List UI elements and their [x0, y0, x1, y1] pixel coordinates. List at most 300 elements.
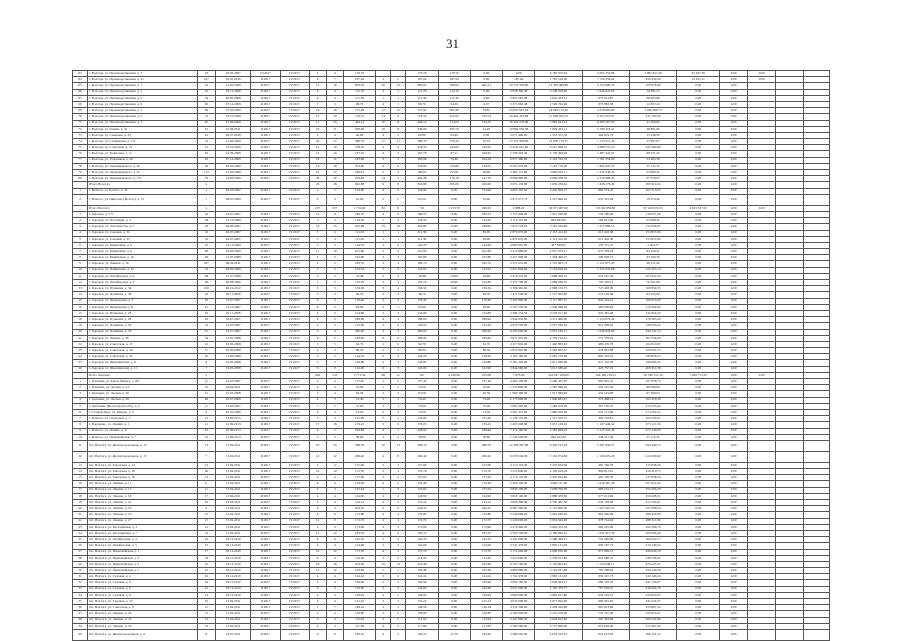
table-cell: 13.04.2011	[215, 617, 250, 623]
table-cell: 0,00	[470, 95, 502, 101]
table-cell: 153,93	[343, 267, 375, 273]
table-cell: 5 497 668,00	[503, 422, 535, 428]
table-cell: 17	[197, 549, 215, 555]
table-cell: 182,70	[343, 261, 375, 267]
table-cell: 0,00	[438, 524, 470, 530]
table-cell: 12	[197, 561, 215, 567]
table-cell: 0,00	[677, 249, 720, 255]
table-cell: 2	[391, 623, 406, 629]
table-cell: 105,80	[470, 255, 502, 261]
table-cell: 0,00	[677, 629, 720, 640]
table-cell: 0,00	[720, 434, 748, 440]
table-cell: IV.2017	[280, 126, 309, 132]
table-cell: 17 999 620,53	[535, 114, 582, 120]
table-cell: 464,14	[406, 120, 438, 126]
table-cell: 6	[326, 317, 343, 323]
row-number: 16	[73, 304, 88, 310]
address-cell: пгт. Вохтога, ул. Советская, д. 9	[88, 605, 198, 611]
table-cell: 8	[326, 512, 343, 518]
table-cell: 14	[326, 469, 343, 475]
table-cell: 13.06.2008	[215, 354, 250, 360]
row-number: 33	[73, 586, 88, 592]
table-cell: II.2017	[251, 292, 280, 298]
table-cell: 0,00	[677, 280, 720, 286]
table-cell: 7	[326, 77, 343, 83]
table-cell: 3	[391, 132, 406, 138]
table-cell: 5 220 000,00	[503, 518, 535, 524]
table-cell: 0,00	[720, 341, 748, 347]
table-cell: 7	[197, 451, 215, 462]
table-cell: 38,60	[343, 434, 375, 440]
table-cell: 2 822 433,13	[535, 95, 582, 101]
table-cell: 11	[391, 372, 406, 378]
row-number: 38	[73, 617, 88, 623]
table-cell: 137,00	[343, 475, 375, 481]
table-cell: 03.12.2010	[215, 568, 250, 574]
table-cell: IV.2017	[280, 335, 309, 341]
table-cell: 3	[376, 286, 391, 292]
table-cell: 5	[376, 422, 391, 428]
table-cell: 14	[376, 176, 391, 182]
table-cell: 0,00	[720, 298, 748, 304]
table-cell: 2 520 762,06	[535, 101, 582, 107]
table-cell: 5	[391, 568, 406, 574]
table-cell: 0,00	[720, 487, 748, 493]
table-cell: 4	[326, 580, 343, 586]
table-cell: 3 608 390,00	[503, 500, 535, 506]
table-cell: IV.2017	[280, 561, 309, 567]
table-cell: 8	[391, 451, 406, 462]
table-cell: 2	[376, 611, 391, 617]
table-cell: 253 867,54	[629, 605, 676, 611]
table-cell: 1 487 441,91	[582, 151, 629, 157]
table-cell: 21	[197, 379, 215, 385]
table-cell: 0,00	[470, 77, 502, 83]
row-number: 10	[73, 434, 88, 440]
table-cell: 18 274,40	[629, 194, 676, 205]
row-number: 76	[73, 151, 88, 157]
table-cell: IV.2017	[280, 451, 309, 462]
row-number: 25	[73, 360, 88, 366]
table-cell: 7 629 423,21	[535, 126, 582, 132]
table-cell: 3	[391, 329, 406, 335]
table-cell: 6	[309, 77, 326, 83]
table-cell: 142,70	[343, 537, 375, 543]
table-cell: 24.07.2007	[215, 211, 250, 217]
table-cell: 0,00	[677, 397, 720, 403]
table-cell: 248 217,46	[582, 434, 629, 440]
table-cell: 49,70	[470, 292, 502, 298]
table-cell: IV.2017	[280, 348, 309, 354]
table-cell: 0,00	[438, 379, 470, 385]
table-cell: 956 459,36	[629, 77, 676, 83]
table-cell: 1	[391, 95, 406, 101]
table-cell: 715,69	[343, 108, 375, 114]
table-cell: 4	[326, 623, 343, 629]
table-cell: IV.2017	[280, 397, 309, 403]
table-cell: 689 163,78	[582, 580, 629, 586]
table-cell: 224,10	[470, 506, 502, 512]
table-cell: IV.2017	[280, 95, 309, 101]
table-cell: 26.07.2007	[215, 236, 250, 242]
table-cell: 123,89	[438, 163, 470, 169]
table-cell: 11	[197, 605, 215, 611]
table-cell: 0,00	[720, 329, 748, 335]
table-cell: 9	[197, 360, 215, 366]
table-cell: 871 009,13	[582, 549, 629, 555]
row-number: 35	[73, 599, 88, 605]
table-cell: 845,88	[406, 182, 438, 188]
table-cell: 368,70	[343, 440, 375, 451]
table-cell: 153,93	[470, 267, 502, 273]
table-cell: 947 481,48	[582, 310, 629, 316]
table-cell: 132,69	[406, 586, 438, 592]
table-cell: IV.2017	[280, 286, 309, 292]
table-cell: 215 838,56	[629, 462, 676, 468]
row-number: 14	[73, 292, 88, 298]
table-cell: II.2017	[251, 530, 280, 536]
row-number: 78	[73, 163, 88, 169]
table-cell: 0,00	[720, 310, 748, 316]
table-cell: II.2017	[251, 487, 280, 493]
table-cell: 373 121,34	[629, 422, 676, 428]
table-cell: 661,88	[438, 108, 470, 114]
table-cell: 0,00	[438, 409, 470, 415]
table-cell: 1 031 813,36	[582, 530, 629, 536]
table-cell: 183,96	[406, 157, 438, 163]
table-cell: 0,00	[470, 89, 502, 95]
table-cell: 3 408 498,15	[535, 537, 582, 543]
table-cell: 4	[391, 286, 406, 292]
table-cell: 3 843 100,00	[503, 487, 535, 493]
table-cell: 176,40	[343, 298, 375, 304]
table-cell: 4	[326, 218, 343, 224]
table-cell: 183,70	[406, 530, 438, 536]
table-cell: 5 131 800,00	[535, 506, 582, 512]
table-cell: 42	[197, 89, 215, 95]
table-cell: 60	[197, 101, 215, 107]
table-cell: 104 166 158,21	[582, 372, 629, 378]
table-cell: 0,00	[438, 428, 470, 434]
table-cell: 3	[376, 537, 391, 543]
table-cell: 14	[326, 151, 343, 157]
table-cell: 2	[376, 323, 391, 329]
table-cell: 3 456 418,80	[535, 605, 582, 611]
table-cell: 4 754 989,32	[582, 83, 629, 89]
table-cell: 3 741 478,00	[503, 543, 535, 549]
table-cell: 174 702,41	[629, 409, 676, 415]
table-cell: 0,00	[720, 518, 748, 524]
table-cell: 4	[309, 379, 326, 385]
row-number: 19	[73, 323, 88, 329]
table-cell: 0,00	[720, 89, 748, 95]
address-cell: пгт. Вохтога, ул. Первомайская, д. 5	[88, 561, 198, 567]
table-cell: II.2017	[251, 592, 280, 598]
table-cell: 3 475 700,00	[503, 280, 535, 286]
table-cell: 3 476 934,66	[535, 475, 582, 481]
table-cell: 1 149 500,00	[503, 434, 535, 440]
table-cell: IV.2017	[280, 194, 309, 205]
table-cell: 21	[197, 586, 215, 592]
table-cell: IV.2017	[280, 317, 309, 323]
table-cell: 98,76	[406, 101, 438, 107]
table-cell: 141,00	[343, 416, 375, 422]
table-cell: 62,99	[406, 132, 438, 138]
table-cell: 122,90	[406, 366, 438, 372]
table-cell: 0,00	[720, 323, 748, 329]
table-cell: 189,70	[343, 211, 375, 217]
row-number: 40	[73, 629, 88, 640]
table-cell: II.2017	[251, 493, 280, 499]
table-cell: 154,89	[470, 310, 502, 316]
table-cell: 4	[326, 95, 343, 101]
table-cell: 0,00	[720, 120, 748, 126]
table-cell: 0,00	[503, 71, 535, 77]
table-cell: 3	[309, 242, 326, 248]
table-cell: 0,00	[677, 108, 720, 114]
table-cell: 0,00	[677, 329, 720, 335]
table-cell: 47	[197, 329, 215, 335]
table-cell: 62,70	[470, 341, 502, 347]
table-cell: 0,00	[438, 304, 470, 310]
table-cell	[776, 440, 804, 451]
table-cell: 263,89	[406, 224, 438, 230]
table-cell: 12	[326, 451, 343, 462]
table-cell: 3 752 041,96	[535, 568, 582, 574]
table-cell: 4	[309, 543, 326, 549]
table-cell: 671 310,50	[582, 360, 629, 366]
table-cell: 0,00	[677, 422, 720, 428]
table-cell: 4	[391, 145, 406, 151]
table-cell: 88 586,60	[629, 385, 676, 391]
table-cell: 24.07.2007	[215, 379, 250, 385]
table-cell: 313,64	[438, 120, 470, 126]
table-cell: 6 763 100,00	[503, 561, 535, 567]
table-cell: 3 961 040,04	[535, 512, 582, 518]
address-cell: г. Харовск, ул. Садовая, д. 35	[88, 236, 198, 242]
table-cell: 100 678,90	[629, 83, 676, 89]
table-cell: 141,00	[406, 416, 438, 422]
table-cell: 0,00	[677, 360, 720, 366]
table-cell: 241 924,37	[629, 599, 676, 605]
table-cell: IV.2017	[280, 422, 309, 428]
table-cell: 3	[309, 341, 326, 347]
table-cell: 295,09	[438, 182, 470, 188]
table-cell: 244,00	[438, 145, 470, 151]
table-cell: 2 644 023,60	[535, 617, 582, 623]
table-cell: 2 696 930,25	[535, 280, 582, 286]
table-cell: 6	[197, 506, 215, 512]
table-cell: 172,76	[343, 469, 375, 475]
table-cell: 198 089,41	[629, 360, 676, 366]
table-cell: 0,00	[677, 481, 720, 487]
table-cell: 2	[391, 385, 406, 391]
table-cell: 154,90	[406, 188, 438, 194]
table-cell: 0,00	[438, 611, 470, 617]
row-number: 12	[73, 280, 88, 286]
table-cell: 2	[376, 267, 391, 273]
table-cell: 53,81	[470, 108, 502, 114]
table-cell: 241 533,07	[629, 580, 676, 586]
table-cell: 12	[197, 462, 215, 468]
table-cell: 49,70	[406, 292, 438, 298]
table-cell: 0,00	[720, 500, 748, 506]
table-cell: 19	[197, 530, 215, 536]
table-cell: 23.06.2008	[215, 151, 250, 157]
table-cell: 2 317 896,24	[535, 194, 582, 205]
table-cell: 5 366 152,50	[503, 310, 535, 316]
table-cell: 4	[309, 188, 326, 194]
table-cell: 166 616,00	[629, 298, 676, 304]
table-cell: 845,88	[343, 182, 375, 188]
table-cell: IV.2017	[280, 304, 309, 310]
table-cell: 6 977 380,69	[503, 157, 535, 163]
address-cell: пгт. Вохтога, ул. Ленина, д. 27	[88, 518, 198, 524]
table-cell: 24	[309, 139, 326, 145]
table-cell: 10	[197, 599, 215, 605]
table-cell: II.2017	[251, 416, 280, 422]
row-number: 64	[73, 77, 88, 83]
address-cell: г. Вологда, ул. Производственная, д. 7	[88, 120, 198, 126]
table-cell: 169 832,53	[629, 286, 676, 292]
table-cell: 137,00	[470, 462, 502, 468]
table-cell: 423 767,16	[582, 366, 629, 372]
table-cell: 3	[309, 360, 326, 366]
table-cell: 105,80	[343, 255, 375, 261]
table-cell: 11	[197, 487, 215, 493]
table-cell: 5 191 770,99	[535, 163, 582, 169]
table-cell: 860 811,01	[582, 469, 629, 475]
table-cell: 122,90	[470, 366, 502, 372]
table-cell: 120,00	[470, 354, 502, 360]
table-cell: 228,60	[470, 428, 502, 434]
table-cell	[748, 451, 776, 462]
table-cell: 0,00	[438, 586, 470, 592]
table-cell: 250 408,31	[629, 493, 676, 499]
table-cell: 2	[391, 543, 406, 549]
table-cell: 7 013 718,91	[503, 224, 535, 230]
table-cell: 63,58	[343, 391, 375, 397]
address-cell: г. Вологда, ул. Разина, д. 41	[88, 126, 198, 132]
table-cell: 15	[326, 224, 343, 230]
table-cell: 873 863,58	[582, 101, 629, 107]
address-cell: пгт. Вохтога, ул. Заводская, д. 16	[88, 469, 198, 475]
table-cell: II.2017	[251, 561, 280, 567]
table-cell: 3	[391, 462, 406, 468]
table-cell: II.2017	[251, 286, 280, 292]
table-cell: 75,00	[343, 403, 375, 409]
table-cell: 6 676 549,00	[503, 451, 535, 462]
table-cell: 5 203 800,00	[503, 298, 535, 304]
table-cell: 2	[376, 194, 391, 205]
table-cell: 0,00	[677, 126, 720, 132]
table-cell: 3	[326, 434, 343, 440]
table-cell: 153,70	[406, 280, 438, 286]
table-cell: 3 554 956,02	[535, 267, 582, 273]
table-cell: 18	[309, 561, 326, 567]
table-cell: 4	[326, 555, 343, 561]
table-cell: 112,94	[343, 617, 375, 623]
table-cell: II.2017	[251, 126, 280, 132]
row-number: 22	[73, 341, 88, 347]
table-cell: 15,90	[438, 224, 470, 230]
table-cell: 111,36	[406, 95, 438, 101]
table-cell: 228,60	[406, 428, 438, 434]
table-cell: 2 654 532,23	[535, 629, 582, 640]
row-number: 7	[73, 249, 88, 255]
table-cell: 6 351 619,47	[582, 114, 629, 120]
table-cell: 17	[376, 108, 391, 114]
table-cell: 9	[376, 182, 391, 188]
table-cell: 125,64	[406, 487, 438, 493]
table-cell: 2	[376, 543, 391, 549]
table-cell: 173,76	[406, 549, 438, 555]
table-cell: 31	[197, 385, 215, 391]
table-cell: 1	[391, 89, 406, 95]
table-cell: 2	[376, 77, 391, 83]
table-cell: 154,90	[343, 188, 375, 194]
table-cell: 0,00	[720, 139, 748, 145]
table-cell: 0,00	[720, 83, 748, 89]
table-cell: 16.05.2008	[215, 366, 250, 372]
table-cell: 3	[391, 298, 406, 304]
table-cell: 0,00	[720, 261, 748, 267]
table-cell: 635 164,09	[582, 500, 629, 506]
table-cell: 13 376 439,60	[503, 139, 535, 145]
table-cell: 4,37	[470, 101, 502, 107]
table-cell: 0,00	[677, 273, 720, 279]
table-cell: 5	[376, 475, 391, 481]
table-cell: 1 339 348,26	[582, 170, 629, 176]
table-cell: 0,00	[720, 304, 748, 310]
table-cell: 0,00	[677, 605, 720, 611]
table-cell: 483 636,82	[582, 304, 629, 310]
table-cell: 0,00	[438, 518, 470, 524]
table-cell: 10	[309, 170, 326, 176]
row-number: 26	[73, 366, 88, 372]
table-cell: 0,00	[720, 151, 748, 157]
table-cell: 4 262 109,00	[503, 379, 535, 385]
table-cell: 2 167 550,00	[503, 304, 535, 310]
table-cell: 0,00	[720, 592, 748, 598]
table-cell: 409 312,38	[629, 366, 676, 372]
table-cell: 0,00	[677, 543, 720, 549]
table-cell: 0,00	[438, 335, 470, 341]
table-cell: 124,24	[406, 574, 438, 580]
table-cell: 0,00	[677, 224, 720, 230]
table-cell: IV.2017	[280, 580, 309, 586]
table-cell: II.2017	[251, 440, 280, 451]
table-cell: 663,93	[406, 83, 438, 89]
table-cell: 200,00	[470, 329, 502, 335]
table-cell: 34	[197, 95, 215, 101]
table-cell: 4	[326, 592, 343, 598]
table-cell: 0,00	[720, 176, 748, 182]
table-cell: 3	[326, 348, 343, 354]
table-cell: 2 773 448,00	[503, 211, 535, 217]
table-cell: 12.12.2007	[215, 304, 250, 310]
table-cell: 19	[197, 211, 215, 217]
table-cell: 3 011 580,46	[535, 366, 582, 372]
address-cell: г. Вологда, ул. Чернышевского, д. 97	[88, 170, 198, 176]
table-cell: 13.04.2011	[215, 599, 250, 605]
table-cell: 172,70	[406, 518, 438, 524]
table-cell: 16	[197, 574, 215, 580]
table-cell: IV.2017	[280, 145, 309, 151]
table-cell: 13.04.2011	[215, 611, 250, 617]
table-cell: 0,00	[438, 500, 470, 506]
table-cell: 0,00	[438, 440, 470, 451]
